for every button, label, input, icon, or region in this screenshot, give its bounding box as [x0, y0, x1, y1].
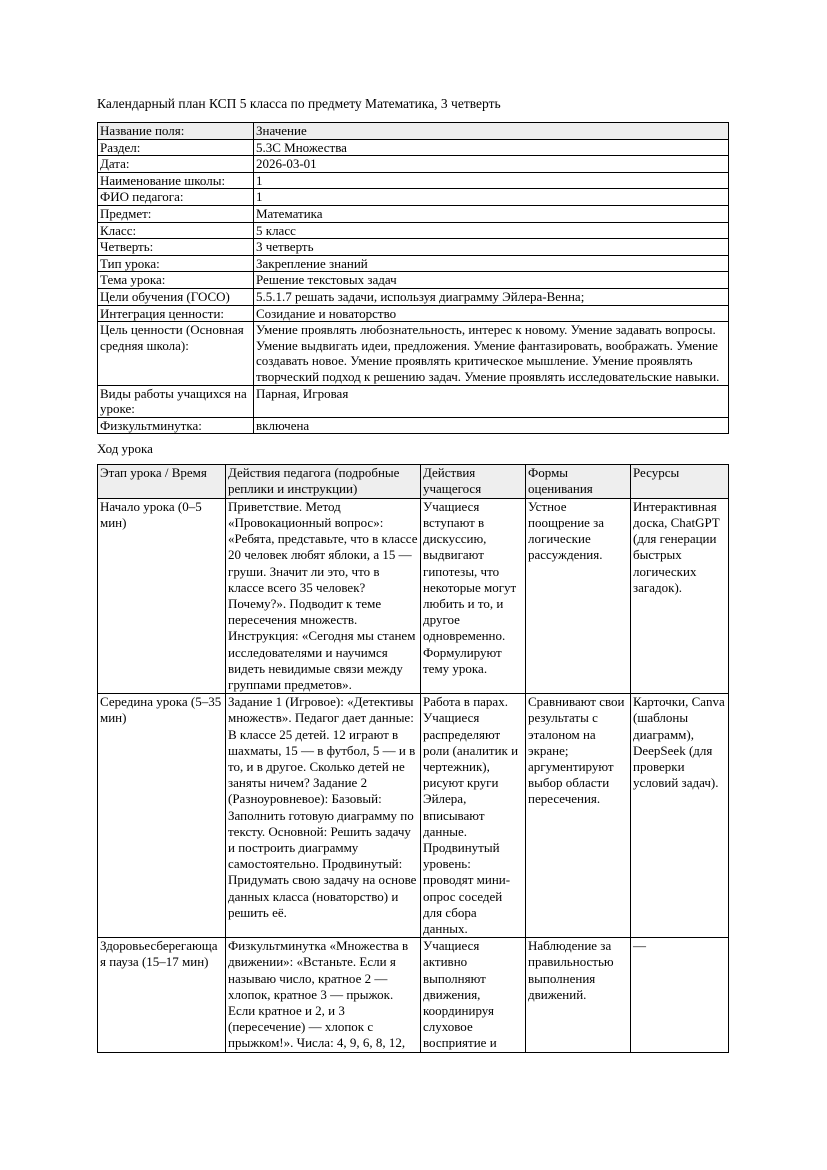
- assessment-cell: Устное поощрение за логические рассуждения.: [526, 498, 631, 693]
- document-page: [97, 96, 728, 1053]
- lesson-row-start: [98, 498, 729, 693]
- field-label-cell: Физкультминутка:: [98, 417, 254, 434]
- info-row-values-goal: [98, 322, 729, 385]
- student-actions-cell: Работа в парах. Учащиеся распределяют роли (аналитик и чертежник), рисуют круги Эйлера, вписывают данные. Продвинутый уровень: проводят мини-опрос соседей для сбора данных.: [421, 694, 526, 938]
- column-header-student-actions: Действия учащегося: [421, 465, 526, 498]
- info-row-lesson-type: [98, 255, 729, 272]
- info-row-class: [98, 222, 729, 239]
- field-value-cell: Умение проявлять любознательность, интерес к новому. Умение задавать вопросы. Умение выдвигать идеи, предложения. Умение фантазировать, воображать. Умение создавать новое. Умение проявлять критическое мышление. Умение проявлять творческий подход к решению задач. Умение проявлять исследовательские навыки.: [254, 322, 729, 385]
- field-value-cell: Парная, Игровая: [254, 385, 729, 417]
- info-row-school: [98, 172, 729, 189]
- field-value-cell: 5.3C Множества: [254, 139, 729, 156]
- field-value-cell: 2026-03-01: [254, 156, 729, 173]
- field-value-cell: 1: [254, 189, 729, 206]
- field-value-cell: 1: [254, 172, 729, 189]
- field-value-cell: Закрепление знаний: [254, 255, 729, 272]
- field-label-cell: Класс:: [98, 222, 254, 239]
- assessment-cell: Сравнивают свои результаты с эталоном на экране; аргументируют выбор области пересечения.: [526, 694, 631, 938]
- field-label-cell: Интеграция ценности:: [98, 305, 254, 322]
- lesson-row-health-pause: [98, 938, 729, 1052]
- field-label-cell: Четверть:: [98, 239, 254, 256]
- info-row-razdel: [98, 139, 729, 156]
- lesson-flow-heading: Ход урока: [97, 441, 153, 457]
- column-header-stage: Этап урока / Время: [98, 465, 226, 498]
- column-header-assessment: Формы оценивания: [526, 465, 631, 498]
- field-label-cell: Наименование школы:: [98, 172, 254, 189]
- info-row-teacher-name: [98, 189, 729, 206]
- field-label-cell: Виды работы учащихся на уроке:: [98, 385, 254, 417]
- info-row-physical-minute: [98, 417, 729, 434]
- lesson-info-table: [97, 122, 729, 434]
- assessment-cell: Наблюдение за правильностью выполнения движений.: [526, 938, 631, 1052]
- info-row-lesson-topic: [98, 272, 729, 289]
- field-value-cell: Математика: [254, 205, 729, 222]
- field-value-cell: Созидание и новаторство: [254, 305, 729, 322]
- column-header-resources: Ресурсы: [631, 465, 729, 498]
- student-actions-cell: Учащиеся вступают в дискуссию, выдвигают гипотезы, что некоторые могут любить и то, и другое одновременно. Формулируют тему урока.: [421, 498, 526, 693]
- resources-cell: —: [631, 938, 729, 1052]
- resources-cell: Интерактивная доска, ChatGPT (для генерации быстрых логических загадок).: [631, 498, 729, 693]
- lesson-flow-table: [97, 464, 729, 1052]
- student-actions-cell: Учащиеся активно выполняют движения, координируя слуховое восприятие и: [421, 938, 526, 1052]
- info-header-value-cell: Значение: [254, 123, 729, 140]
- info-row-work-types: [98, 385, 729, 417]
- column-header-teacher-actions: Действия педагога (подробные реплики и инструкции): [226, 465, 421, 498]
- document-title: Календарный план КСП 5 класса по предмету Математика, 3 четверть: [97, 96, 501, 111]
- info-row-learning-goals: [98, 288, 729, 305]
- field-label-cell: Предмет:: [98, 205, 254, 222]
- field-value-cell: 5 класс: [254, 222, 729, 239]
- field-label-cell: Тип урока:: [98, 255, 254, 272]
- info-row-quarter: [98, 239, 729, 256]
- lesson-row-middle: [98, 694, 729, 938]
- field-label-cell: Цель ценности (Основная средняя школа):: [98, 322, 254, 385]
- resources-cell: Карточки, Canva (шаблоны диаграмм), DeepSeek (для проверки условий задач).: [631, 694, 729, 938]
- field-label-cell: ФИО педагога:: [98, 189, 254, 206]
- field-label-cell: Цели обучения (ГОСО): [98, 288, 254, 305]
- info-row-date: [98, 156, 729, 173]
- info-row-subject: [98, 205, 729, 222]
- stage-cell: Середина урока (5–35 мин): [98, 694, 226, 938]
- field-label-cell: Тема урока:: [98, 272, 254, 289]
- field-value-cell: 5.5.1.7 решать задачи, используя диаграмму Эйлера-Венна;: [254, 288, 729, 305]
- stage-cell: Здоровьесберегающая пауза (15–17 мин): [98, 938, 226, 1052]
- info-row-values-integration: [98, 305, 729, 322]
- info-header-field-cell: Название поля:: [98, 123, 254, 140]
- teacher-actions-cell: Приветствие. Метод «Провокационный вопрос»: «Ребята, представьте, что в классе 20 человек любят яблоки, а 15 — груши. Значит ли это, что в классе всего 35 человек? Почему?». Подводит к теме пересечения множеств. Инструкция: «Сегодня мы станем исследователями и научимся видеть невидимые связи между группами предметов».: [226, 498, 421, 693]
- teacher-actions-cell: Задание 1 (Игровое): «Детективы множеств». Педагог дает данные: В классе 25 детей. 12 играют в шахматы, 15 — в футбол, 5 — и в то, и в другое. Сколько детей не заняты ничем? Задание 2 (Разноуровневое): Базовый: Заполнить готовую диаграмму по тексту. Основной: Решить задачу и построить диаграмму самостоятельно. Продвинутый: Придумать свою задачу на основе данных класса (новаторство) и решить её.: [226, 694, 421, 938]
- teacher-actions-cell: Физкультминутка «Множества в движении»: «Встаньте. Если я называю число, кратное 2 — хлопок, кратное 3 — прыжок. Если кратное и 2, и 3 (пересечение) — хлопок с прыжком!». Числа: 4, 9, 6, 8, 12,: [226, 938, 421, 1052]
- stage-cell: Начало урока (0–5 мин): [98, 498, 226, 693]
- field-value-cell: 3 четверть: [254, 239, 729, 256]
- field-value-cell: включена: [254, 417, 729, 434]
- field-label-cell: Раздел:: [98, 139, 254, 156]
- field-label-cell: Дата:: [98, 156, 254, 173]
- lesson-table-header-row: [98, 465, 729, 498]
- field-value-cell: Решение текстовых задач: [254, 272, 729, 289]
- info-table-header-row: [98, 123, 729, 140]
